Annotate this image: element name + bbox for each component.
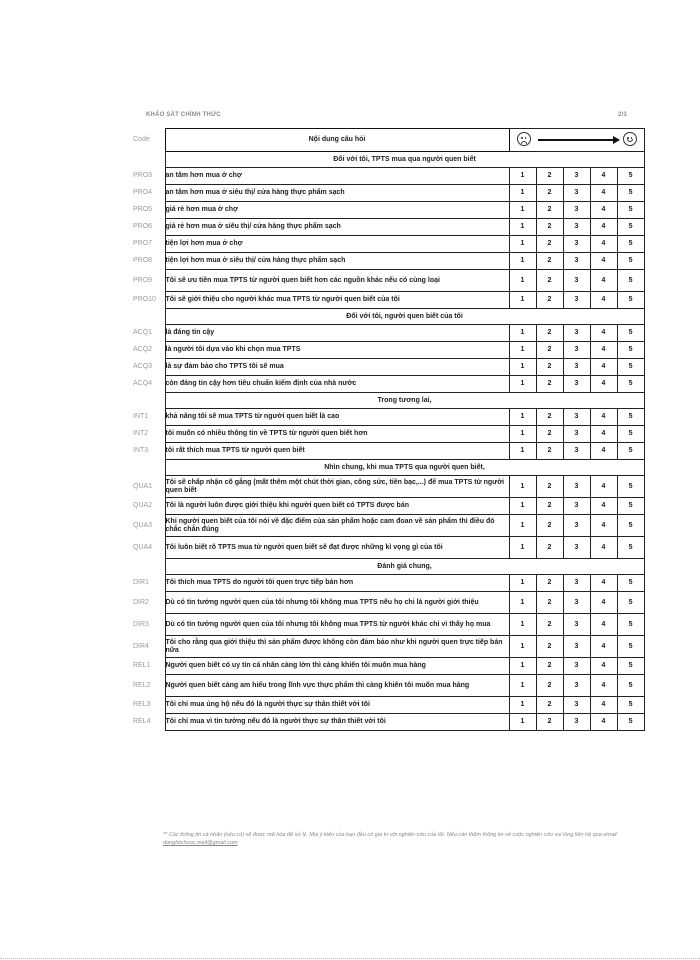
question-text: tiện lợi hơn mua ở chợ bbox=[165, 236, 509, 253]
section-title: Đối với tôi, TPTS mua qua người quen biết bbox=[165, 152, 644, 168]
rating-option-5[interactable]: 5 bbox=[617, 426, 644, 443]
question-code: QUA4 bbox=[133, 543, 153, 551]
footnote-text: ** Các thông tin cá nhân (nếu có) sẽ được mã hóa để xử lý. Mọi ý kiến của bạn đều có giá trị với nghiên cứu của tôi. Nếu cần thêm thông tin về cuộc nghiên cứu vui lòng liên hệ qua email: bbox=[163, 832, 619, 838]
rating-option-3[interactable]: 3 bbox=[563, 537, 590, 559]
rating-option-1[interactable]: 1 bbox=[509, 253, 536, 270]
table-header-row bbox=[133, 129, 644, 152]
section-title: Đánh giá chung, bbox=[165, 559, 644, 575]
rating-option-5[interactable]: 5 bbox=[617, 515, 644, 537]
rating-option-1[interactable]: 1 bbox=[509, 537, 536, 559]
question-code: ACQ1 bbox=[133, 329, 153, 336]
rating-option-4[interactable]: 4 bbox=[590, 426, 617, 443]
question-row bbox=[133, 537, 644, 559]
rating-option-4[interactable]: 4 bbox=[590, 575, 617, 592]
section-header-row bbox=[133, 460, 644, 476]
rating-option-2[interactable]: 2 bbox=[536, 376, 563, 393]
rating-option-3[interactable]: 3 bbox=[563, 697, 590, 714]
rating-option-5[interactable]: 5 bbox=[617, 614, 644, 636]
question-code: PRO9 bbox=[133, 276, 153, 284]
rating-option-4[interactable]: 4 bbox=[590, 614, 617, 636]
question-row bbox=[133, 697, 644, 714]
rating-option-2[interactable]: 2 bbox=[536, 443, 563, 460]
question-row bbox=[133, 376, 644, 393]
rating-option-5[interactable]: 5 bbox=[617, 443, 644, 460]
question-row bbox=[133, 185, 644, 202]
page-number: 2/3 bbox=[618, 112, 627, 118]
question-row bbox=[133, 359, 644, 376]
rating-option-4[interactable]: 4 bbox=[590, 636, 617, 658]
rating-option-1[interactable]: 1 bbox=[509, 202, 536, 219]
question-code: INT2 bbox=[133, 430, 149, 437]
question-row bbox=[133, 253, 644, 270]
rating-option-3[interactable]: 3 bbox=[563, 376, 590, 393]
question-text: tôi muốn có nhiều thông tin về TPTS từ người quen biết hơn bbox=[165, 426, 509, 443]
question-code: QUA2 bbox=[133, 502, 153, 509]
rating-option-4[interactable]: 4 bbox=[590, 714, 617, 731]
rating-option-4[interactable]: 4 bbox=[590, 443, 617, 460]
rating-option-2[interactable]: 2 bbox=[536, 658, 563, 675]
question-text: Tôi thích mua TPTS do người tôi quen trực tiếp bán hơn bbox=[165, 575, 509, 592]
question-code: REL1 bbox=[133, 662, 151, 669]
section-code-spacer bbox=[133, 309, 165, 325]
question-row bbox=[133, 426, 644, 443]
question-code: DIR3 bbox=[133, 620, 149, 628]
rating-option-3[interactable]: 3 bbox=[563, 658, 590, 675]
question-text: an tâm hơn mua ở siêu thị/ cửa hàng thực phẩm sạch bbox=[165, 185, 509, 202]
rating-option-5[interactable]: 5 bbox=[617, 675, 644, 697]
rating-option-1[interactable]: 1 bbox=[509, 675, 536, 697]
rating-option-4[interactable]: 4 bbox=[590, 675, 617, 697]
contact-email-link[interactable]: danghiichuoc.mail@gmail.com bbox=[163, 840, 238, 846]
section-code-spacer bbox=[133, 559, 165, 575]
rating-option-4[interactable]: 4 bbox=[590, 592, 617, 614]
question-text: Tôi sẽ giới thiệu cho người khác mua TPTS từ người quen biết của tôi bbox=[165, 292, 509, 309]
question-code: PRO4 bbox=[133, 189, 153, 196]
rating-option-3[interactable]: 3 bbox=[563, 614, 590, 636]
rating-option-4[interactable]: 4 bbox=[590, 185, 617, 202]
question-code: PRO10 bbox=[133, 296, 156, 303]
rating-option-1[interactable]: 1 bbox=[509, 636, 536, 658]
rating-scale-header bbox=[509, 129, 644, 152]
rating-option-1[interactable]: 1 bbox=[509, 236, 536, 253]
question-code: REL4 bbox=[133, 718, 151, 725]
question-row bbox=[133, 236, 644, 253]
rating-option-2[interactable]: 2 bbox=[536, 202, 563, 219]
rating-option-4[interactable]: 4 bbox=[590, 376, 617, 393]
question-row bbox=[133, 292, 644, 309]
footnote bbox=[163, 831, 641, 847]
rating-option-3[interactable]: 3 bbox=[563, 426, 590, 443]
rating-option-2[interactable]: 2 bbox=[536, 270, 563, 292]
rating-option-1[interactable]: 1 bbox=[509, 325, 536, 342]
rating-option-5[interactable]: 5 bbox=[617, 658, 644, 675]
section-code-spacer bbox=[133, 152, 165, 168]
question-text: Người quen biết càng am hiểu trong lĩnh vực thực phẩm thì càng khiến tôi muốn mua hàng bbox=[165, 675, 509, 697]
question-text: giá rẻ hơn mua ở siêu thị/ cửa hàng thực phẩm sạch bbox=[165, 219, 509, 236]
rating-option-3[interactable]: 3 bbox=[563, 202, 590, 219]
question-text: là đáng tin cậy bbox=[165, 325, 509, 342]
happy-face-icon bbox=[623, 132, 637, 146]
rating-option-5[interactable]: 5 bbox=[617, 537, 644, 559]
question-text: Khi người quen biết của tôi nói về đặc điểm của sản phẩm hoặc cam đoan về sản phẩm thì điều đó chắc chắn đúng bbox=[165, 515, 509, 537]
question-code: PRO3 bbox=[133, 172, 153, 179]
rating-option-1[interactable]: 1 bbox=[509, 476, 536, 498]
rating-option-5[interactable]: 5 bbox=[617, 359, 644, 376]
rating-option-3[interactable]: 3 bbox=[563, 359, 590, 376]
rating-option-1[interactable]: 1 bbox=[509, 342, 536, 359]
question-row bbox=[133, 714, 644, 731]
section-header-row bbox=[133, 393, 644, 409]
question-row bbox=[133, 614, 644, 636]
question-code: ACQ3 bbox=[133, 363, 153, 370]
question-text: là sự đảm bảo cho TPTS tôi sẽ mua bbox=[165, 359, 509, 376]
rating-option-1[interactable]: 1 bbox=[509, 592, 536, 614]
rating-option-4[interactable]: 4 bbox=[590, 359, 617, 376]
rating-option-3[interactable]: 3 bbox=[563, 219, 590, 236]
rating-option-2[interactable]: 2 bbox=[536, 342, 563, 359]
question-text: Tôi chỉ mua ủng hộ nếu đó là người thực sự thân thiết với tôi bbox=[165, 697, 509, 714]
rating-option-2[interactable]: 2 bbox=[536, 325, 563, 342]
rating-option-4[interactable]: 4 bbox=[590, 409, 617, 426]
rating-option-2[interactable]: 2 bbox=[536, 185, 563, 202]
rating-option-3[interactable]: 3 bbox=[563, 498, 590, 515]
rating-option-2[interactable]: 2 bbox=[536, 515, 563, 537]
sad-face-icon bbox=[517, 132, 531, 146]
rating-option-2[interactable]: 2 bbox=[536, 409, 563, 426]
question-code: ACQ4 bbox=[133, 380, 153, 387]
rating-option-5[interactable]: 5 bbox=[617, 592, 644, 614]
rating-option-5[interactable]: 5 bbox=[617, 342, 644, 359]
question-row bbox=[133, 409, 644, 426]
rating-option-1[interactable]: 1 bbox=[509, 697, 536, 714]
rating-option-1[interactable]: 1 bbox=[509, 443, 536, 460]
question-text: tiện lợi hơn mua ở siêu thị/ cửa hàng thực phẩm sạch bbox=[165, 253, 509, 270]
question-text: khả năng tôi sẽ mua TPTS từ người quen biết là cao bbox=[165, 409, 509, 426]
rating-option-1[interactable]: 1 bbox=[509, 498, 536, 515]
rating-option-4[interactable]: 4 bbox=[590, 537, 617, 559]
rating-option-5[interactable]: 5 bbox=[617, 636, 644, 658]
rating-option-1[interactable]: 1 bbox=[509, 185, 536, 202]
rating-option-5[interactable]: 5 bbox=[617, 476, 644, 498]
section-title: Nhìn chung, khi mua TPTS qua người quen biết, bbox=[165, 460, 644, 476]
question-text: Dù có tin tưởng người quen của tôi nhưng tôi không mua TPTS nếu họ chỉ là người giới thiệu bbox=[165, 592, 509, 614]
code-column-header: Code bbox=[133, 136, 150, 143]
rating-option-1[interactable]: 1 bbox=[509, 658, 536, 675]
rating-option-5[interactable]: 5 bbox=[617, 292, 644, 309]
question-row bbox=[133, 675, 644, 697]
survey-table bbox=[133, 128, 645, 731]
question-text: Tôi chỉ mua vì tin tưởng nếu đó là người thực sự thân thiết với tôi bbox=[165, 714, 509, 731]
rating-option-3[interactable]: 3 bbox=[563, 575, 590, 592]
rating-option-2[interactable]: 2 bbox=[536, 697, 563, 714]
rating-option-4[interactable]: 4 bbox=[590, 253, 617, 270]
rating-option-1[interactable]: 1 bbox=[509, 376, 536, 393]
rating-option-1[interactable]: 1 bbox=[509, 292, 536, 309]
question-code: DIR2 bbox=[133, 598, 149, 606]
question-row bbox=[133, 219, 644, 236]
question-text: tôi rất thích mua TPTS từ người quen biết bbox=[165, 443, 509, 460]
rating-option-2[interactable]: 2 bbox=[536, 292, 563, 309]
rating-option-4[interactable]: 4 bbox=[590, 202, 617, 219]
rating-option-2[interactable]: 2 bbox=[536, 714, 563, 731]
question-code: INT3 bbox=[133, 447, 149, 454]
rating-option-3[interactable]: 3 bbox=[563, 675, 590, 697]
rating-option-2[interactable]: 2 bbox=[536, 498, 563, 515]
rating-option-2[interactable]: 2 bbox=[536, 426, 563, 443]
question-code: QUA1 bbox=[133, 482, 153, 490]
rating-option-5[interactable]: 5 bbox=[617, 697, 644, 714]
rating-option-2[interactable]: 2 bbox=[536, 592, 563, 614]
section-title: Đối với tôi, người quen biết của tôi bbox=[165, 309, 644, 325]
rating-option-4[interactable]: 4 bbox=[590, 342, 617, 359]
question-code: DIR1 bbox=[133, 579, 149, 586]
rating-option-3[interactable]: 3 bbox=[563, 409, 590, 426]
rating-option-1[interactable]: 1 bbox=[509, 714, 536, 731]
rating-option-2[interactable]: 2 bbox=[536, 636, 563, 658]
rating-option-5[interactable]: 5 bbox=[617, 376, 644, 393]
rating-option-3[interactable]: 3 bbox=[563, 325, 590, 342]
rating-option-5[interactable]: 5 bbox=[617, 219, 644, 236]
rating-option-2[interactable]: 2 bbox=[536, 236, 563, 253]
rating-option-4[interactable]: 4 bbox=[590, 292, 617, 309]
rating-option-3[interactable]: 3 bbox=[563, 342, 590, 359]
question-code: ACQ2 bbox=[133, 346, 153, 353]
question-text: Tôi là người luôn được giới thiệu khi người quen biết có TPTS được bán bbox=[165, 498, 509, 515]
rating-option-1[interactable]: 1 bbox=[509, 409, 536, 426]
rating-option-3[interactable]: 3 bbox=[563, 236, 590, 253]
question-row bbox=[133, 476, 644, 498]
rating-option-4[interactable]: 4 bbox=[590, 168, 617, 185]
question-code: PRO5 bbox=[133, 206, 153, 213]
page-bottom-divider bbox=[0, 958, 700, 959]
content-column-header: Nội dung câu hỏi bbox=[165, 129, 509, 152]
question-text: Tôi cho rằng qua giới thiệu thì sản phẩm được không còn đảm bảo như khi người quen trực tiếp bán nữa bbox=[165, 636, 509, 658]
question-row bbox=[133, 592, 644, 614]
rating-option-4[interactable]: 4 bbox=[590, 270, 617, 292]
section-code-spacer bbox=[133, 460, 165, 476]
question-row bbox=[133, 515, 644, 537]
rating-option-3[interactable]: 3 bbox=[563, 476, 590, 498]
question-text: Tôi sẽ ưu tiên mua TPTS từ người quen biết hơn các nguồn khác nếu có cùng loại bbox=[165, 270, 509, 292]
rating-option-3[interactable]: 3 bbox=[563, 270, 590, 292]
rating-option-4[interactable]: 4 bbox=[590, 219, 617, 236]
question-row bbox=[133, 325, 644, 342]
rating-option-1[interactable]: 1 bbox=[509, 219, 536, 236]
question-row bbox=[133, 575, 644, 592]
section-header-row bbox=[133, 559, 644, 575]
rating-option-4[interactable]: 4 bbox=[590, 697, 617, 714]
rating-option-3[interactable]: 3 bbox=[563, 714, 590, 731]
rating-option-5[interactable]: 5 bbox=[617, 185, 644, 202]
rating-option-4[interactable]: 4 bbox=[590, 476, 617, 498]
rating-option-5[interactable]: 5 bbox=[617, 168, 644, 185]
rating-option-1[interactable]: 1 bbox=[509, 575, 536, 592]
arrow-head-icon bbox=[613, 136, 620, 144]
question-text: an tâm hơn mua ở chợ bbox=[165, 168, 509, 185]
question-text: giá rẻ hơn mua ở chợ bbox=[165, 202, 509, 219]
question-code: REL3 bbox=[133, 701, 151, 708]
rating-option-1[interactable]: 1 bbox=[509, 168, 536, 185]
section-code-spacer bbox=[133, 393, 165, 409]
question-row bbox=[133, 443, 644, 460]
rating-option-3[interactable]: 3 bbox=[563, 592, 590, 614]
question-code: DIR4 bbox=[133, 642, 149, 650]
question-text: là người tôi dựa vào khi chọn mua TPTS bbox=[165, 342, 509, 359]
rating-option-1[interactable]: 1 bbox=[509, 359, 536, 376]
question-code: REL2 bbox=[133, 681, 151, 689]
rating-option-2[interactable]: 2 bbox=[536, 575, 563, 592]
rating-option-4[interactable]: 4 bbox=[590, 325, 617, 342]
question-row bbox=[133, 168, 644, 185]
rating-option-5[interactable]: 5 bbox=[617, 253, 644, 270]
rating-option-4[interactable]: 4 bbox=[590, 498, 617, 515]
rating-option-5[interactable]: 5 bbox=[617, 575, 644, 592]
rating-option-1[interactable]: 1 bbox=[509, 270, 536, 292]
rating-option-4[interactable]: 4 bbox=[590, 515, 617, 537]
rating-option-3[interactable]: 3 bbox=[563, 185, 590, 202]
survey-header-title: KHẢO SÁT CHÍNH THỨC bbox=[146, 112, 221, 118]
question-row bbox=[133, 658, 644, 675]
rating-option-3[interactable]: 3 bbox=[563, 292, 590, 309]
question-text: còn đáng tin cậy hơn tiêu chuẩn kiểm định của nhà nước bbox=[165, 376, 509, 393]
rating-option-4[interactable]: 4 bbox=[590, 658, 617, 675]
rating-option-1[interactable]: 1 bbox=[509, 614, 536, 636]
rating-option-5[interactable]: 5 bbox=[617, 270, 644, 292]
rating-option-2[interactable]: 2 bbox=[536, 614, 563, 636]
rating-option-4[interactable]: 4 bbox=[590, 236, 617, 253]
question-code: INT1 bbox=[133, 413, 149, 420]
rating-option-2[interactable]: 2 bbox=[536, 359, 563, 376]
rating-option-2[interactable]: 2 bbox=[536, 476, 563, 498]
rating-option-3[interactable]: 3 bbox=[563, 443, 590, 460]
rating-option-2[interactable]: 2 bbox=[536, 675, 563, 697]
rating-option-2[interactable]: 2 bbox=[536, 537, 563, 559]
question-text: Tôi luôn biết rõ TPTS mua từ người quen biết sẽ đạt được những kì vọng gì của tôi bbox=[165, 537, 509, 559]
rating-option-2[interactable]: 2 bbox=[536, 253, 563, 270]
question-code: QUA3 bbox=[133, 521, 153, 529]
question-row bbox=[133, 202, 644, 219]
rating-option-3[interactable]: 3 bbox=[563, 168, 590, 185]
rating-option-3[interactable]: 3 bbox=[563, 515, 590, 537]
section-header-row bbox=[133, 152, 644, 168]
question-row bbox=[133, 342, 644, 359]
question-text: Tôi sẽ chấp nhận cố gắng (mất thêm một chút thời gian, công sức, tiền bạc,...) để mua TPTS từ người quen biết bbox=[165, 476, 509, 498]
question-text: Người quen biết có uy tín cá nhân càng lớn thì càng khiến tôi muốn mua hàng bbox=[165, 658, 509, 675]
section-title: Trong tương lai, bbox=[165, 393, 644, 409]
question-code: PRO7 bbox=[133, 240, 153, 247]
question-code: PRO8 bbox=[133, 257, 153, 264]
rating-option-5[interactable]: 5 bbox=[617, 236, 644, 253]
rating-option-1[interactable]: 1 bbox=[509, 426, 536, 443]
question-row bbox=[133, 270, 644, 292]
question-row bbox=[133, 636, 644, 658]
rating-option-1[interactable]: 1 bbox=[509, 515, 536, 537]
section-header-row bbox=[133, 309, 644, 325]
rating-option-5[interactable]: 5 bbox=[617, 325, 644, 342]
rating-option-3[interactable]: 3 bbox=[563, 253, 590, 270]
question-row bbox=[133, 498, 644, 515]
arrow-right-icon bbox=[538, 139, 614, 141]
rating-option-2[interactable]: 2 bbox=[536, 168, 563, 185]
rating-option-3[interactable]: 3 bbox=[563, 636, 590, 658]
question-code: PRO6 bbox=[133, 223, 153, 230]
rating-option-5[interactable]: 5 bbox=[617, 409, 644, 426]
question-text: Dù có tin tưởng người quen của tôi nhưng tôi không mua TPTS từ người khác chỉ vì thấy họ mua bbox=[165, 614, 509, 636]
rating-option-5[interactable]: 5 bbox=[617, 498, 644, 515]
rating-option-2[interactable]: 2 bbox=[536, 219, 563, 236]
rating-option-5[interactable]: 5 bbox=[617, 714, 644, 731]
rating-option-5[interactable]: 5 bbox=[617, 202, 644, 219]
